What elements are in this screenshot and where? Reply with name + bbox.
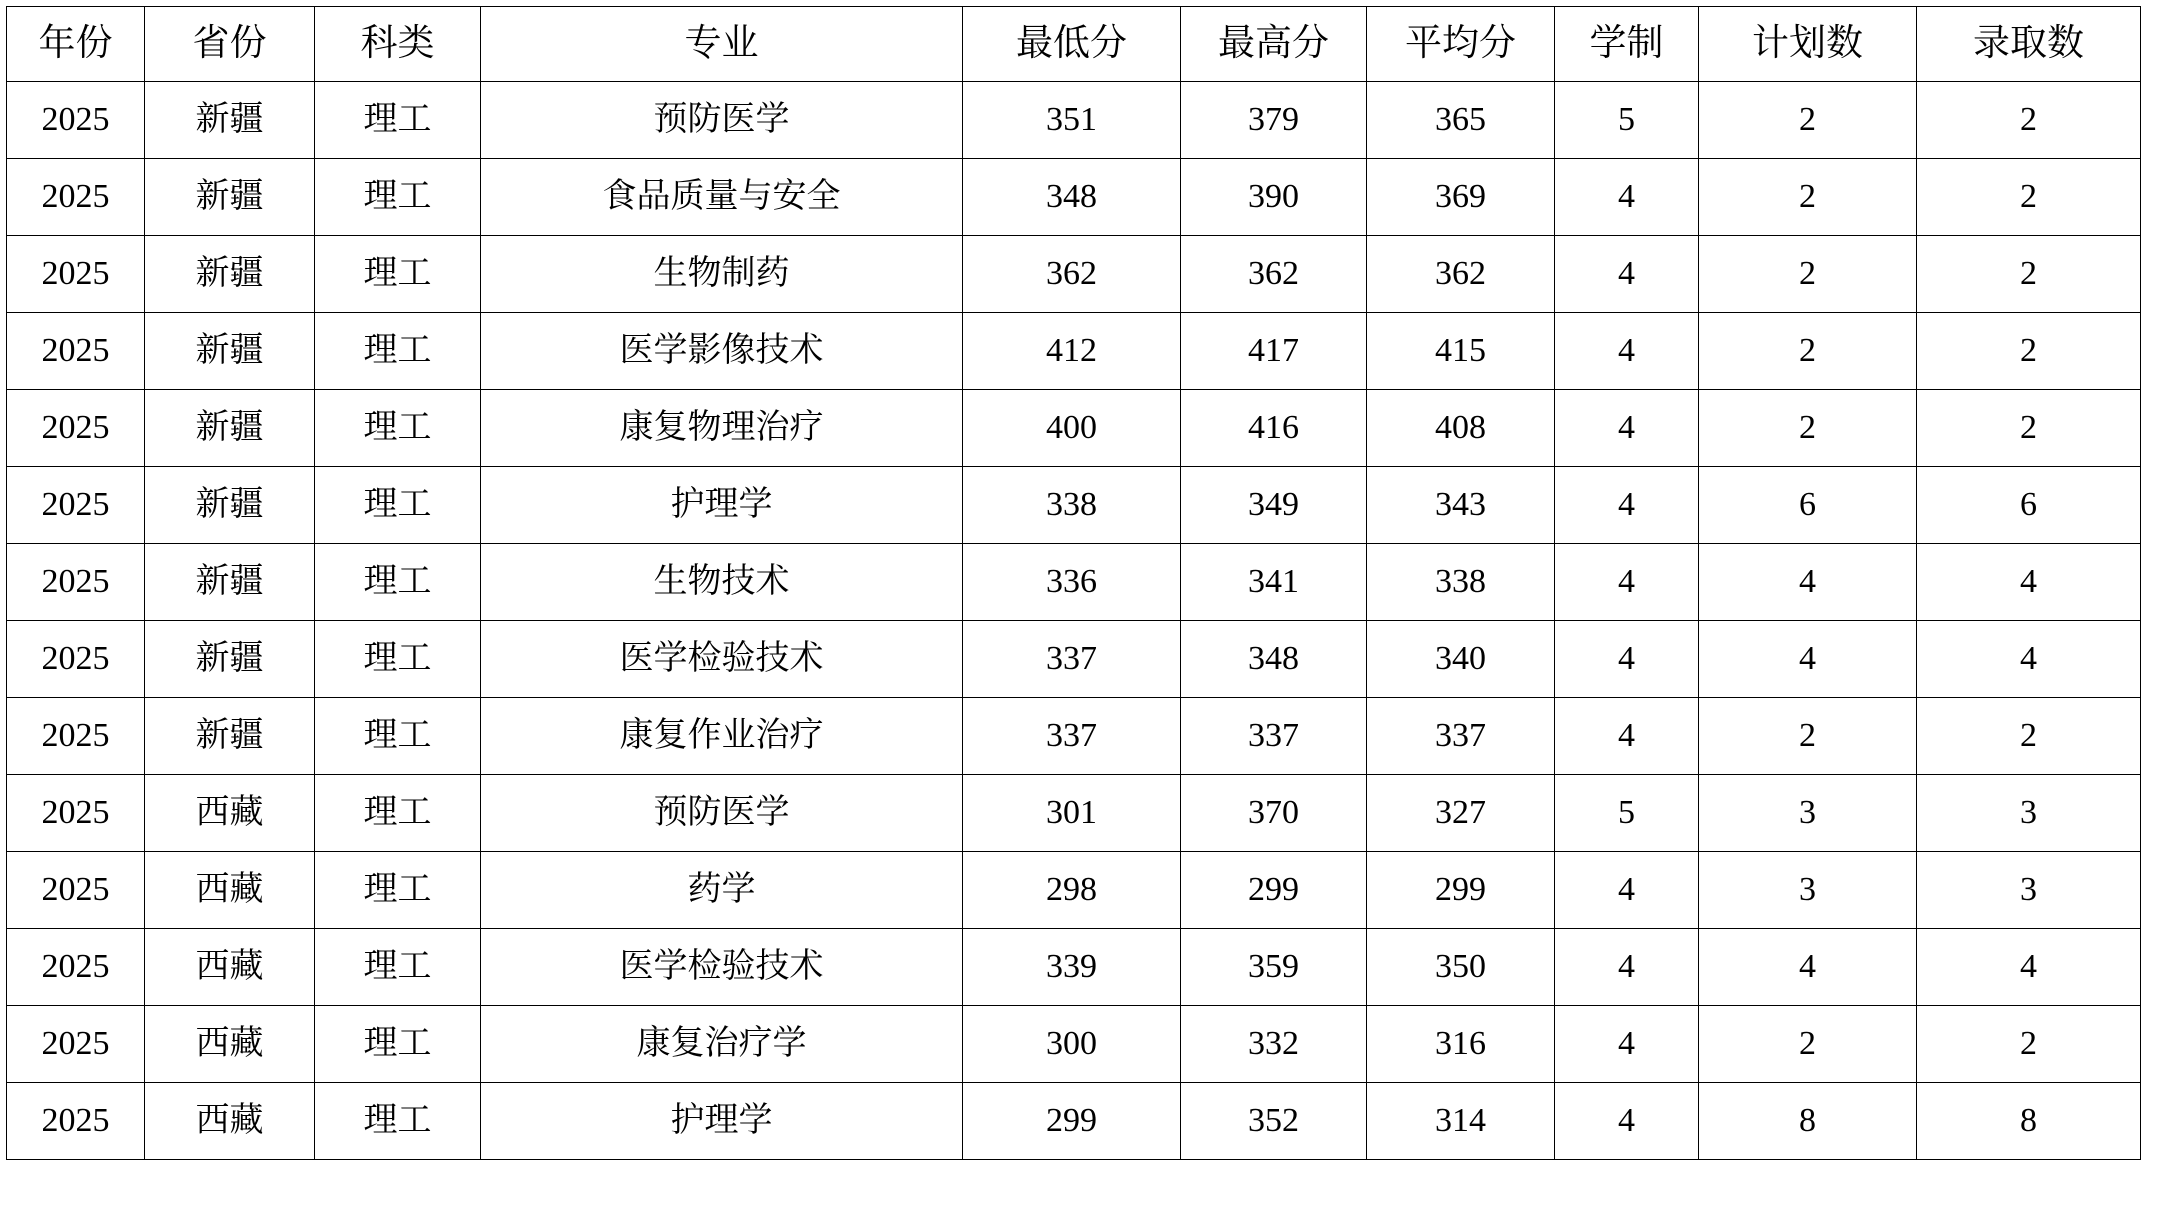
cell-min-score: 348 xyxy=(963,159,1181,236)
table-row xyxy=(7,1006,2141,1083)
cell-avg-score: 369 xyxy=(1367,159,1555,236)
cell-category: 理工 xyxy=(315,698,481,775)
table-row xyxy=(7,544,2141,621)
cell-province: 新疆 xyxy=(145,390,315,467)
cell-max-score: 349 xyxy=(1181,467,1367,544)
cell-min-score: 301 xyxy=(963,775,1181,852)
cell-min-score: 336 xyxy=(963,544,1181,621)
cell-program-length: 4 xyxy=(1555,1083,1699,1160)
cell-plan-count: 4 xyxy=(1699,621,1917,698)
cell-major: 医学检验技术 xyxy=(481,929,963,1006)
cell-max-score: 341 xyxy=(1181,544,1367,621)
cell-program-length: 4 xyxy=(1555,159,1699,236)
cell-plan-count: 3 xyxy=(1699,775,1917,852)
cell-min-score: 298 xyxy=(963,852,1181,929)
cell-major: 预防医学 xyxy=(481,775,963,852)
cell-category: 理工 xyxy=(315,1083,481,1160)
cell-major: 护理学 xyxy=(481,1083,963,1160)
cell-year: 2025 xyxy=(7,82,145,159)
admission-scores-table xyxy=(6,6,2141,1160)
table-row xyxy=(7,1083,2141,1160)
table-row xyxy=(7,852,2141,929)
cell-program-length: 4 xyxy=(1555,852,1699,929)
cell-program-length: 4 xyxy=(1555,467,1699,544)
cell-category: 理工 xyxy=(315,390,481,467)
cell-major: 护理学 xyxy=(481,467,963,544)
cell-min-score: 339 xyxy=(963,929,1181,1006)
cell-admitted-count: 4 xyxy=(1917,544,2141,621)
cell-avg-score: 362 xyxy=(1367,236,1555,313)
cell-category: 理工 xyxy=(315,313,481,390)
cell-province: 西藏 xyxy=(145,775,315,852)
cell-avg-score: 415 xyxy=(1367,313,1555,390)
cell-major: 医学检验技术 xyxy=(481,621,963,698)
cell-province: 新疆 xyxy=(145,313,315,390)
cell-year: 2025 xyxy=(7,467,145,544)
cell-admitted-count: 8 xyxy=(1917,1083,2141,1160)
cell-avg-score: 343 xyxy=(1367,467,1555,544)
cell-plan-count: 3 xyxy=(1699,852,1917,929)
cell-year: 2025 xyxy=(7,698,145,775)
cell-admitted-count: 3 xyxy=(1917,775,2141,852)
table-row xyxy=(7,159,2141,236)
cell-admitted-count: 2 xyxy=(1917,1006,2141,1083)
cell-admitted-count: 6 xyxy=(1917,467,2141,544)
cell-major: 药学 xyxy=(481,852,963,929)
cell-year: 2025 xyxy=(7,159,145,236)
cell-admitted-count: 3 xyxy=(1917,852,2141,929)
cell-category: 理工 xyxy=(315,621,481,698)
column-header-min-score: 最低分 xyxy=(963,7,1181,82)
cell-program-length: 5 xyxy=(1555,82,1699,159)
cell-category: 理工 xyxy=(315,467,481,544)
cell-province: 新疆 xyxy=(145,467,315,544)
cell-province: 西藏 xyxy=(145,1083,315,1160)
cell-avg-score: 337 xyxy=(1367,698,1555,775)
cell-program-length: 5 xyxy=(1555,775,1699,852)
cell-min-score: 299 xyxy=(963,1083,1181,1160)
cell-plan-count: 2 xyxy=(1699,236,1917,313)
cell-min-score: 362 xyxy=(963,236,1181,313)
cell-category: 理工 xyxy=(315,775,481,852)
column-header-program-length: 学制 xyxy=(1555,7,1699,82)
cell-admitted-count: 4 xyxy=(1917,621,2141,698)
cell-admitted-count: 4 xyxy=(1917,929,2141,1006)
cell-year: 2025 xyxy=(7,621,145,698)
cell-max-score: 299 xyxy=(1181,852,1367,929)
cell-program-length: 4 xyxy=(1555,698,1699,775)
cell-province: 西藏 xyxy=(145,929,315,1006)
cell-min-score: 351 xyxy=(963,82,1181,159)
cell-category: 理工 xyxy=(315,852,481,929)
table-row xyxy=(7,698,2141,775)
cell-year: 2025 xyxy=(7,852,145,929)
cell-admitted-count: 2 xyxy=(1917,236,2141,313)
cell-avg-score: 365 xyxy=(1367,82,1555,159)
cell-major: 预防医学 xyxy=(481,82,963,159)
table-row xyxy=(7,236,2141,313)
table-header-row xyxy=(7,7,2141,82)
cell-min-score: 337 xyxy=(963,698,1181,775)
cell-avg-score: 314 xyxy=(1367,1083,1555,1160)
table-header xyxy=(7,7,2141,82)
cell-plan-count: 2 xyxy=(1699,390,1917,467)
cell-admitted-count: 2 xyxy=(1917,159,2141,236)
cell-category: 理工 xyxy=(315,1006,481,1083)
cell-major: 医学影像技术 xyxy=(481,313,963,390)
cell-category: 理工 xyxy=(315,236,481,313)
cell-year: 2025 xyxy=(7,929,145,1006)
cell-program-length: 4 xyxy=(1555,929,1699,1006)
cell-avg-score: 299 xyxy=(1367,852,1555,929)
column-header-major: 专业 xyxy=(481,7,963,82)
cell-avg-score: 350 xyxy=(1367,929,1555,1006)
cell-plan-count: 2 xyxy=(1699,1006,1917,1083)
cell-year: 2025 xyxy=(7,313,145,390)
table-row xyxy=(7,313,2141,390)
cell-major: 生物制药 xyxy=(481,236,963,313)
cell-year: 2025 xyxy=(7,390,145,467)
cell-program-length: 4 xyxy=(1555,236,1699,313)
cell-year: 2025 xyxy=(7,1006,145,1083)
cell-year: 2025 xyxy=(7,775,145,852)
column-header-admitted-count: 录取数 xyxy=(1917,7,2141,82)
cell-plan-count: 2 xyxy=(1699,698,1917,775)
cell-min-score: 338 xyxy=(963,467,1181,544)
table-row xyxy=(7,82,2141,159)
cell-province: 新疆 xyxy=(145,236,315,313)
cell-max-score: 417 xyxy=(1181,313,1367,390)
cell-program-length: 4 xyxy=(1555,313,1699,390)
cell-province: 新疆 xyxy=(145,159,315,236)
column-header-year: 年份 xyxy=(7,7,145,82)
cell-admitted-count: 2 xyxy=(1917,313,2141,390)
table-row xyxy=(7,775,2141,852)
cell-year: 2025 xyxy=(7,1083,145,1160)
cell-program-length: 4 xyxy=(1555,621,1699,698)
cell-province: 新疆 xyxy=(145,544,315,621)
cell-plan-count: 2 xyxy=(1699,313,1917,390)
cell-admitted-count: 2 xyxy=(1917,698,2141,775)
cell-max-score: 379 xyxy=(1181,82,1367,159)
cell-program-length: 4 xyxy=(1555,390,1699,467)
cell-max-score: 390 xyxy=(1181,159,1367,236)
cell-min-score: 337 xyxy=(963,621,1181,698)
cell-max-score: 370 xyxy=(1181,775,1367,852)
cell-max-score: 416 xyxy=(1181,390,1367,467)
cell-max-score: 359 xyxy=(1181,929,1367,1006)
cell-avg-score: 338 xyxy=(1367,544,1555,621)
cell-province: 西藏 xyxy=(145,852,315,929)
cell-province: 新疆 xyxy=(145,82,315,159)
cell-avg-score: 316 xyxy=(1367,1006,1555,1083)
table-row xyxy=(7,467,2141,544)
table-row xyxy=(7,390,2141,467)
cell-year: 2025 xyxy=(7,544,145,621)
cell-plan-count: 2 xyxy=(1699,159,1917,236)
cell-avg-score: 408 xyxy=(1367,390,1555,467)
cell-plan-count: 4 xyxy=(1699,929,1917,1006)
cell-year: 2025 xyxy=(7,236,145,313)
table-row xyxy=(7,929,2141,1006)
cell-admitted-count: 2 xyxy=(1917,82,2141,159)
column-header-plan-count: 计划数 xyxy=(1699,7,1917,82)
cell-avg-score: 327 xyxy=(1367,775,1555,852)
cell-major: 康复作业治疗 xyxy=(481,698,963,775)
cell-category: 理工 xyxy=(315,159,481,236)
cell-category: 理工 xyxy=(315,544,481,621)
cell-category: 理工 xyxy=(315,82,481,159)
cell-major: 康复治疗学 xyxy=(481,1006,963,1083)
cell-min-score: 400 xyxy=(963,390,1181,467)
column-header-max-score: 最高分 xyxy=(1181,7,1367,82)
cell-max-score: 337 xyxy=(1181,698,1367,775)
column-header-province: 省份 xyxy=(145,7,315,82)
table-body xyxy=(7,82,2141,1160)
column-header-category: 科类 xyxy=(315,7,481,82)
cell-program-length: 4 xyxy=(1555,1006,1699,1083)
cell-admitted-count: 2 xyxy=(1917,390,2141,467)
table-row xyxy=(7,621,2141,698)
cell-province: 新疆 xyxy=(145,698,315,775)
cell-program-length: 4 xyxy=(1555,544,1699,621)
cell-max-score: 348 xyxy=(1181,621,1367,698)
cell-major: 食品质量与安全 xyxy=(481,159,963,236)
cell-min-score: 412 xyxy=(963,313,1181,390)
cell-province: 西藏 xyxy=(145,1006,315,1083)
cell-max-score: 362 xyxy=(1181,236,1367,313)
cell-avg-score: 340 xyxy=(1367,621,1555,698)
cell-min-score: 300 xyxy=(963,1006,1181,1083)
cell-province: 新疆 xyxy=(145,621,315,698)
cell-plan-count: 8 xyxy=(1699,1083,1917,1160)
cell-plan-count: 2 xyxy=(1699,82,1917,159)
cell-major: 康复物理治疗 xyxy=(481,390,963,467)
column-header-avg-score: 平均分 xyxy=(1367,7,1555,82)
cell-plan-count: 6 xyxy=(1699,467,1917,544)
cell-plan-count: 4 xyxy=(1699,544,1917,621)
cell-major: 生物技术 xyxy=(481,544,963,621)
cell-max-score: 332 xyxy=(1181,1006,1367,1083)
cell-category: 理工 xyxy=(315,929,481,1006)
cell-max-score: 352 xyxy=(1181,1083,1367,1160)
